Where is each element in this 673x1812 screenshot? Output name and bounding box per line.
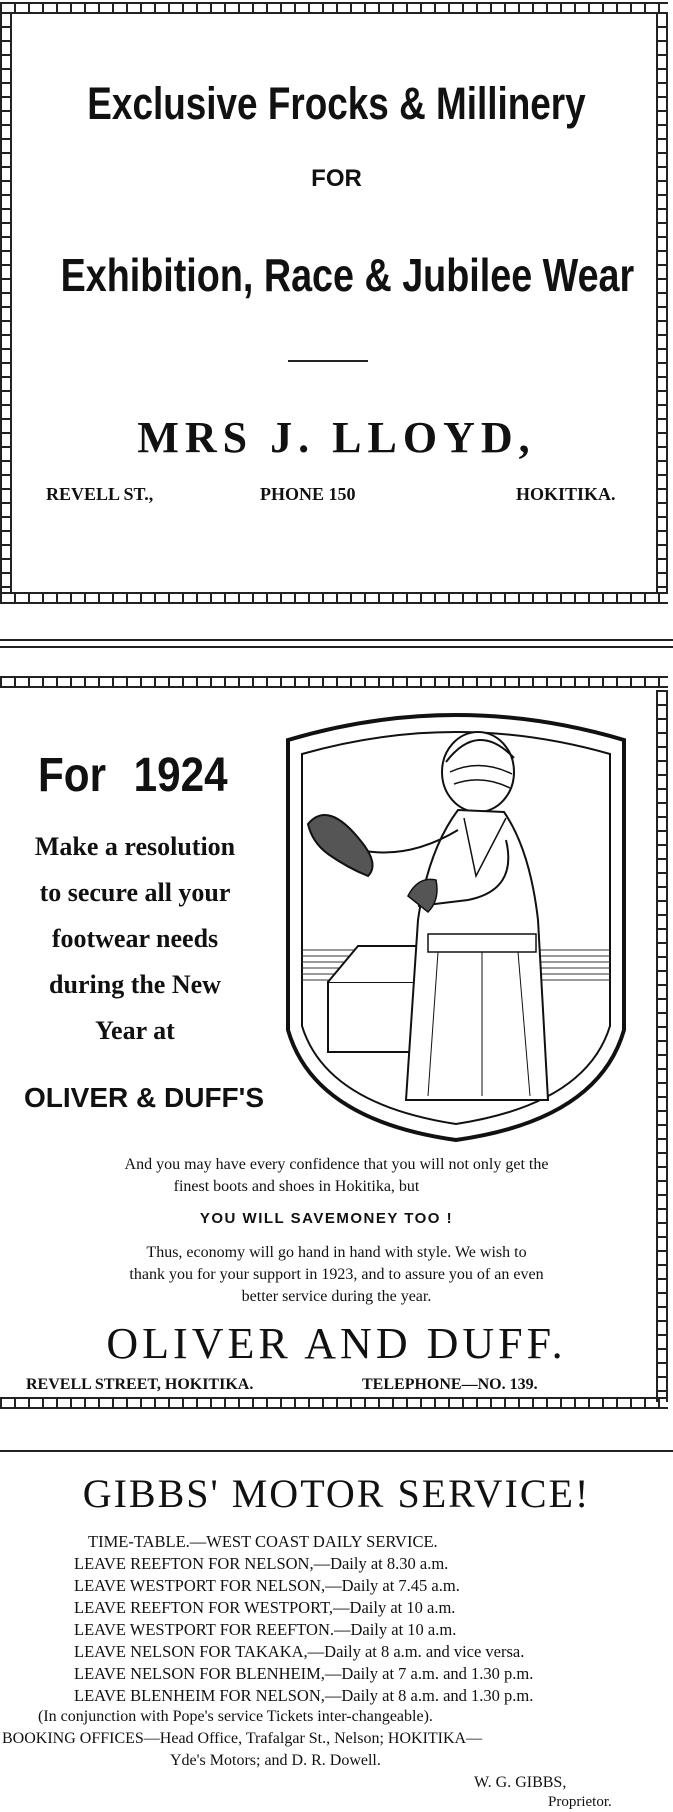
ad1-for: FOR: [311, 165, 362, 192]
ad1-headline: Exclusive Frocks & Millinery: [87, 78, 586, 129]
timetable-row: LEAVE WESTPORT FOR NELSON,—Daily at 7.45 a.m.: [74, 1576, 460, 1595]
separator-1: [0, 639, 673, 641]
timetable-row: LEAVE REEFTON FOR NELSON,—Daily at 8.30 a.m.: [74, 1554, 449, 1573]
ad1-name: MRS J. LLOYD,: [137, 413, 536, 462]
timetable-row: LEAVE NELSON FOR BLENHEIM,—Daily at 7 a.m. and 1.30 p.m.: [74, 1664, 534, 1683]
ad2-para1-line2: finest boots and shoes in Hokitika, but: [173, 1178, 420, 1195]
ad2-para1-line1: And you may have every confidence that you will not only get the: [124, 1156, 549, 1173]
ad3-headline: GIBBS' MOTOR SERVICE!: [82, 1471, 591, 1516]
ad1-border-bottom: [0, 592, 668, 604]
ad2-resolution-0: Make a resolution: [34, 832, 236, 861]
ad2-firm: OLIVER AND DUFF.: [106, 1319, 567, 1368]
ad1-divider: [288, 360, 368, 362]
ad2-resolution-4: Year at: [95, 1016, 175, 1045]
ad1-subhead: Exhibition, Race & Jubilee Wear: [60, 249, 635, 301]
ad1-border-right: [656, 12, 668, 594]
ad2-para2-line1: Thus, economy will go hand in hand with style. We wish to: [146, 1244, 527, 1261]
separator-2: [0, 1450, 673, 1452]
ad3-signature: W. G. GIBBS,: [474, 1774, 567, 1791]
ad2-resolution-1: to secure all your: [39, 878, 231, 907]
timetable-row: LEAVE REEFTON FOR WESTPORT,—Daily at 10 a.m.: [74, 1598, 456, 1617]
ad3-booking-line1: BOOKING OFFICES—Head Office, Trafalgar St., Nelson; HOKITIKA—: [2, 1730, 483, 1747]
ad2-border-bottom: [0, 1397, 668, 1409]
separator-1b: [0, 646, 673, 648]
ad3-conjunction: (In conjunction with Pope's service Tickets inter-changeable).: [38, 1708, 433, 1725]
woman-shoe-illustration: [268, 700, 644, 1142]
ad3-proprietor: Proprietor.: [548, 1794, 612, 1810]
ad2-border-top: [0, 676, 668, 688]
ad2-store: OLIVER & DUFF'S: [24, 1082, 264, 1113]
timetable-row: LEAVE NELSON FOR TAKAKA,—Daily at 8 a.m. and vice versa.: [74, 1642, 525, 1661]
ad2-savemoney: YOU WILL SAVEMONEY TOO !: [199, 1210, 454, 1227]
ad3-timetable-title: TIME-TABLE.—WEST COAST DAILY SERVICE.: [88, 1532, 438, 1551]
ad2-resolution-3: during the New: [49, 970, 221, 999]
timetable-row: LEAVE WESTPORT FOR REEFTON.—Daily at 10 a.m.: [74, 1620, 457, 1639]
timetable-row: LEAVE BLENHEIM FOR NELSON,—Daily at 8 a.m. and 1.30 p.m.: [74, 1686, 534, 1705]
ad2-address: REVELL STREET, HOKITIKA.: [26, 1376, 254, 1393]
ad3-booking-line2: Yde's Motors; and D. R. Dowell.: [170, 1752, 381, 1769]
ad1-phone: PHONE 150: [260, 484, 356, 504]
ad2-year-heading: For 1924: [38, 749, 228, 802]
ad1-border-top: [0, 2, 668, 14]
ad1-town: HOKITIKA.: [516, 484, 616, 504]
ad1-border-left: [0, 12, 12, 594]
ad1-street: REVELL ST.,: [46, 484, 154, 504]
ad2-telephone: TELEPHONE—NO. 139.: [362, 1376, 538, 1393]
ad2-para2-line3: better service during the year.: [241, 1288, 432, 1305]
ad2-resolution-2: footwear needs: [51, 924, 219, 953]
ad2-para2-line2: thank you for your support in 1923, and to assure you of an even: [129, 1266, 544, 1283]
